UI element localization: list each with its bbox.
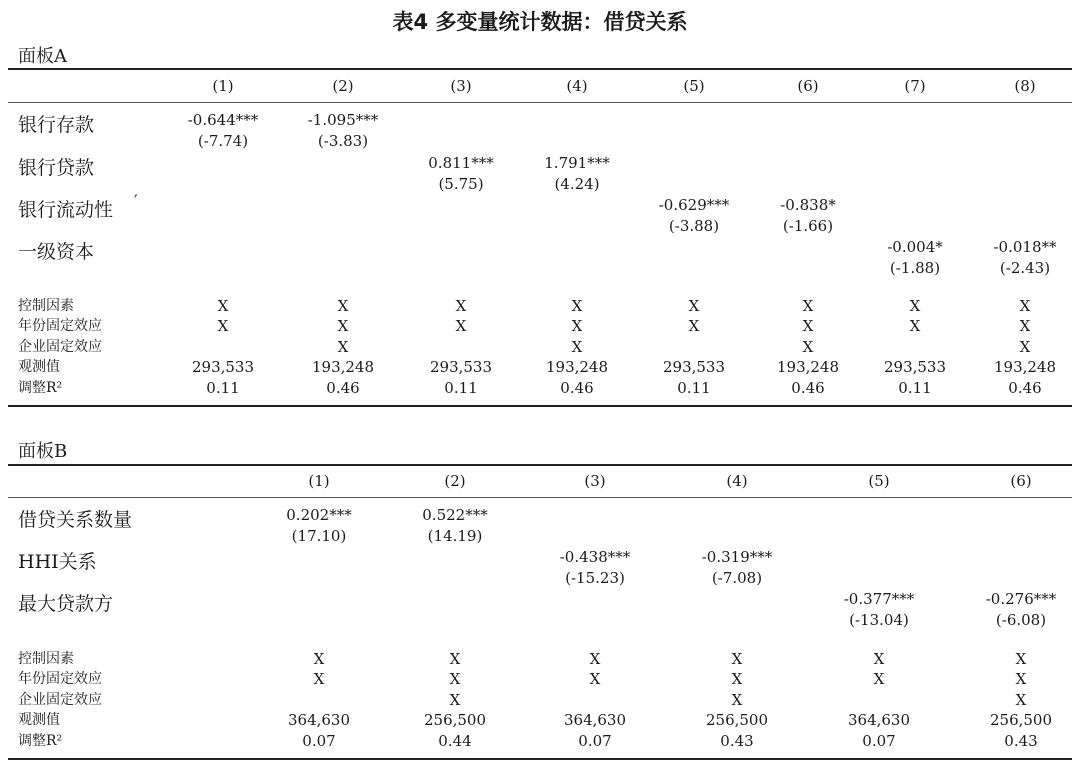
panel-b-tstat: (-15.23) (565, 569, 625, 587)
panel-a-row-label: 银行流动性 (18, 199, 114, 221)
panel-a-control-value: X (337, 338, 349, 356)
panel-a-control-value: X (337, 297, 349, 315)
panel-a-control-value: 193,248 (776, 358, 840, 376)
panel-a-col-header: (4) (566, 77, 588, 95)
panel-a-tstat: (-7.74) (197, 132, 249, 150)
panel-a-control-value: X (802, 317, 814, 335)
panel-b-row-label: 最大贷款方 (18, 593, 114, 615)
panel-b-control-label: 企业固定效应 (18, 692, 102, 708)
panel-a-coef: -1.095*** (307, 111, 379, 129)
panel-b-coef: 0.522*** (422, 506, 488, 524)
panel-b-control-label: 年份固定效应 (18, 671, 102, 687)
panel-a-control-value: X (571, 338, 583, 356)
panel-b-tstat: (-7.08) (711, 569, 763, 587)
panel-b-control-value: 256,500 (705, 711, 769, 729)
panel-a-control-value: 193,248 (993, 358, 1057, 376)
panel-b-top-rule (8, 464, 1072, 466)
table-title: 表4 多变量统计数据：借贷关系 (392, 10, 688, 34)
panel-b-col-header: (3) (584, 472, 606, 490)
panel-b-col-header: (1) (308, 472, 330, 490)
panel-a-col-header: (8) (1014, 77, 1036, 95)
panel-a-control-value: X (217, 297, 229, 315)
panel-b-control-value: X (449, 650, 461, 668)
panel-b-control-value: X (1015, 670, 1027, 688)
panel-b-control-value: 0.07 (578, 732, 612, 750)
panel-a-control-value: X (1019, 297, 1031, 315)
panel-a-tstat: (5.75) (438, 175, 484, 193)
panel-a-control-value: 293,533 (883, 358, 947, 376)
panel-b-control-value: 364,630 (287, 711, 351, 729)
panel-a-control-label: 调整R² (18, 380, 63, 396)
panel-a-control-value: 0.11 (444, 379, 478, 397)
panel-b-col-header: (2) (444, 472, 466, 490)
panel-b-control-label: 观测值 (18, 712, 60, 728)
panel-a-control-value: X (688, 297, 700, 315)
panel-b-tstat: (17.10) (291, 527, 347, 545)
panel-a-control-label: 观测值 (18, 359, 60, 375)
panel-a-control-value: 0.46 (791, 379, 825, 397)
panel-a-control-value: X (571, 317, 583, 335)
panel-b-control-value: X (449, 670, 461, 688)
panel-b-control-label: 控制因素 (18, 651, 74, 667)
panel-a-coef: -0.004* (887, 238, 943, 256)
panel-b-control-value: X (731, 650, 743, 668)
panel-a-coef: -0.838* (780, 196, 836, 214)
panel-a-row-mark: ′ (134, 191, 138, 210)
panel-a-control-value: 293,533 (662, 358, 726, 376)
panel-a-control-value: X (455, 297, 467, 315)
panel-a-col-header: (7) (904, 77, 926, 95)
panel-b-control-value: X (1015, 650, 1027, 668)
panel-b-control-value: 0.07 (862, 732, 896, 750)
panel-b-col-header: (6) (1010, 472, 1032, 490)
panel-b-control-value: 0.44 (438, 732, 472, 750)
panel-a-top-rule (8, 68, 1072, 70)
panel-b-control-value: 256,500 (423, 711, 487, 729)
panel-b-header-rule (8, 497, 1072, 498)
panel-a-tstat: (-2.43) (999, 259, 1051, 277)
panel-b-coef: -0.438*** (559, 548, 631, 566)
panel-a-coef: -0.018** (993, 238, 1057, 256)
panel-b-control-value: 0.43 (720, 732, 754, 750)
panel-b-col-header: (4) (726, 472, 748, 490)
panel-a-control-value: 293,533 (429, 358, 493, 376)
panel-b-control-value: X (731, 670, 743, 688)
panel-a-coef: 0.811*** (428, 154, 494, 172)
panel-a-tstat: (-3.83) (317, 132, 369, 150)
panel-b-coef: -0.276*** (985, 590, 1057, 608)
panel-a-col-header: (2) (332, 77, 354, 95)
panel-a-control-value: 193,248 (311, 358, 375, 376)
panel-a-control-label: 控制因素 (18, 298, 74, 314)
panel-a-row-label: 一级资本 (18, 241, 95, 263)
panel-a-control-value: 193,248 (545, 358, 609, 376)
panel-b-tstat: (-6.08) (995, 611, 1047, 629)
panel-a-control-value: 0.11 (898, 379, 932, 397)
panel-a-control-value: 0.46 (1008, 379, 1042, 397)
panel-b-coef: 0.202*** (286, 506, 352, 524)
panel-b-coef: -0.319*** (701, 548, 773, 566)
panel-a-col-header: (5) (683, 77, 705, 95)
panel-b-control-value: 364,630 (563, 711, 627, 729)
panel-b-coef: -0.377*** (843, 590, 915, 608)
panel-b-control-value: 364,630 (847, 711, 911, 729)
panel-b-tstat: (14.19) (427, 527, 483, 545)
panel-a-control-value: X (1019, 317, 1031, 335)
panel-a-tstat: (-3.88) (668, 217, 720, 235)
panel-b-control-value: X (449, 691, 461, 709)
panel-a-tstat: (-1.66) (782, 217, 834, 235)
panel-a-control-label: 年份固定效应 (18, 318, 102, 334)
panel-a-control-value: X (909, 317, 921, 335)
panel-b-control-value: X (589, 670, 601, 688)
panel-a-control-label: 企业固定效应 (18, 339, 102, 355)
panel-a-coef: 1.791*** (544, 154, 610, 172)
panel-b-control-value: X (873, 650, 885, 668)
panel-a-control-value: X (337, 317, 349, 335)
panel-a-col-header: (3) (450, 77, 472, 95)
panel-a-col-header: (6) (797, 77, 819, 95)
panel-b-control-value: X (731, 691, 743, 709)
panel-b-control-label: 调整R² (18, 733, 63, 749)
panel-b-col-header: (5) (868, 472, 890, 490)
panel-b-control-value: 0.43 (1004, 732, 1038, 750)
panel-a-tstat: (-1.88) (889, 259, 941, 277)
panel-b-tstat: (-13.04) (849, 611, 909, 629)
panel-a-bottom-rule (8, 405, 1072, 407)
panel-b-control-value: 0.07 (302, 732, 336, 750)
panel-b-row-label: 借贷关系数量 (18, 509, 133, 531)
panel-a-control-value: 0.11 (206, 379, 240, 397)
panel-b-bottom-rule (8, 758, 1072, 760)
panel-a-control-value: X (217, 317, 229, 335)
panel-a-row-label: 银行存款 (18, 114, 95, 136)
panel-b-label: 面板B (18, 441, 68, 462)
panel-a-control-value: X (802, 338, 814, 356)
panel-b-control-value: X (873, 670, 885, 688)
panel-a-control-value: 0.11 (677, 379, 711, 397)
panel-a-coef: -0.644*** (187, 111, 259, 129)
panel-b-control-value: X (313, 670, 325, 688)
panel-a-header-rule (8, 102, 1072, 103)
panel-b-control-value: X (313, 650, 325, 668)
panel-a-control-value: 293,533 (191, 358, 255, 376)
panel-a-control-value: X (455, 317, 467, 335)
panel-b-row-label: HHI关系 (18, 551, 97, 573)
panel-a-control-value: X (1019, 338, 1031, 356)
panel-a-coef: -0.629*** (658, 196, 730, 214)
panel-a-control-value: X (909, 297, 921, 315)
panel-a-label: 面板A (18, 46, 67, 67)
panel-b-control-value: X (1015, 691, 1027, 709)
panel-a-control-value: X (571, 297, 583, 315)
panel-a-control-value: X (688, 317, 700, 335)
panel-b-control-value: 256,500 (989, 711, 1053, 729)
panel-a-control-value: 0.46 (560, 379, 594, 397)
panel-a-col-header: (1) (212, 77, 234, 95)
panel-a-tstat: (4.24) (554, 175, 600, 193)
panel-b-control-value: X (589, 650, 601, 668)
panel-a-control-value: X (802, 297, 814, 315)
panel-a-row-label: 银行贷款 (18, 157, 95, 179)
panel-a-control-value: 0.46 (326, 379, 360, 397)
